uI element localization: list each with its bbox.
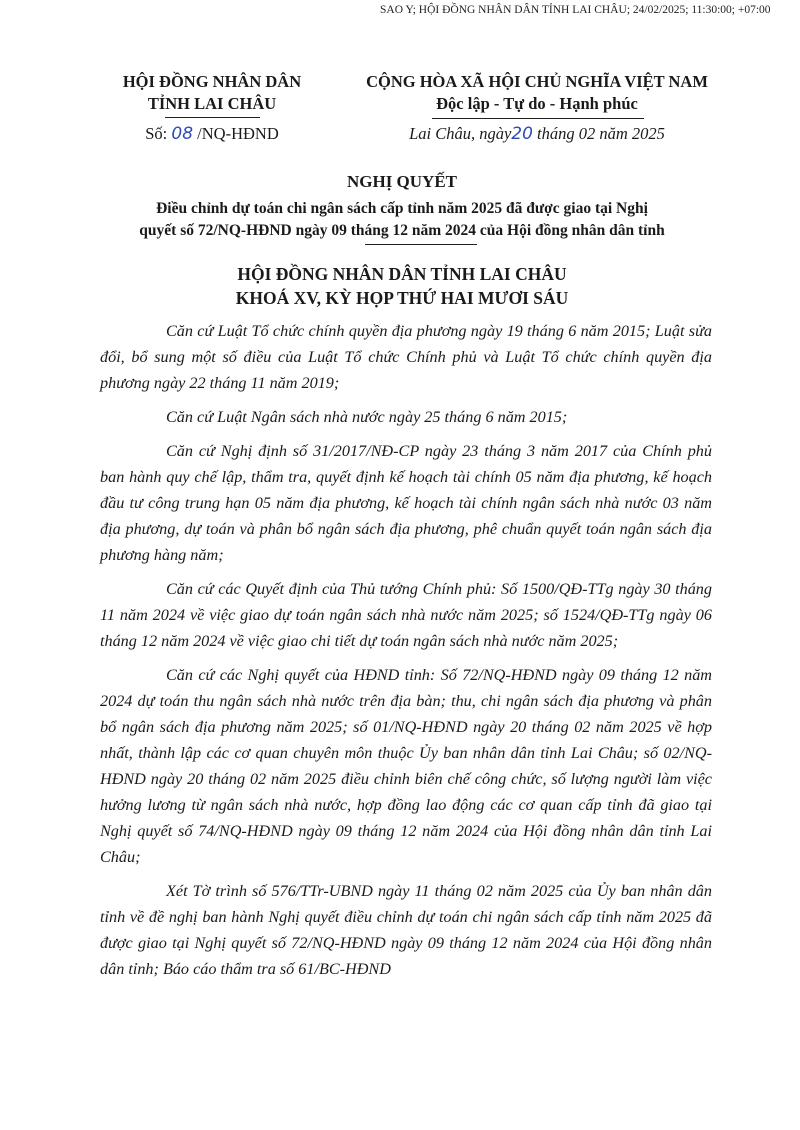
preamble-paragraph-3: Căn cứ Nghị định số 31/2017/NĐ-CP ngày 23 tháng 3 năm 2017 của Chính phủ ban hành quy chế lập, thẩm tra, quyết định kế hoạch tài chính 05 năm địa phương, kế hoạch đầu tư công trung hạn 05 năm địa phương, kế hoạch tài chính ngân sách nhà nước 03 năm địa phương, dự toán và phân bổ ngân sách địa phương, phê chuẩn quyết toán ngân sách địa phương hàng năm; — [100, 442, 712, 564]
national-title: CỘNG HÒA XÃ HỘI CHỦ NGHĨA VIỆT NAM — [366, 72, 708, 91]
date-prefix: Lai Châu, ngày — [409, 124, 512, 143]
subject-line-1: Điều chỉnh dự toán chi ngân sách cấp tỉnh năm 2025 đã được giao tại Nghị — [156, 200, 648, 217]
national-motto: Độc lập - Tự do - Hạnh phúc — [436, 94, 638, 113]
document-subject — [92, 198, 712, 242]
digital-copy-stamp: SAO Y; HỘI ĐỒNG NHÂN DÂN TỈNH LAI CHÂU; 24/02/2025; 11:30:00; +07:00 — [380, 4, 771, 16]
preamble-paragraph-6: Xét Tờ trình số 576/TTr-UBND ngày 11 tháng 02 năm 2025 của Ủy ban nhân dân tỉnh về đề nghị ban hành Nghị quyết điều chỉnh dự toán chi ngân sách cấp tỉnh năm 2025 đã được giao tại Nghị quyết số 72/NQ-HĐND ngày 09 tháng 12 năm 2024 của Hội đồng nhân dân tỉnh; Báo cáo thẩm tra số 61/BC-HĐND — [100, 882, 712, 978]
issuer-name-line1: HỘI ĐỒNG NHÂN DÂN — [122, 72, 302, 91]
issuer-underline — [165, 117, 260, 118]
subject-line-2: quyết số 72/NQ-HĐND ngày 09 tháng 12 năm 2024 của Hội đồng nhân dân tỉnh — [139, 222, 665, 239]
document-number-prefix: Số: — [145, 124, 168, 143]
document-type: NGHỊ QUYẾT — [346, 172, 458, 191]
motto-underline — [432, 118, 644, 119]
issuing-body-line-2: KHOÁ XV, KỲ HỌP THỨ HAI MƯƠI SÁU — [235, 288, 569, 308]
preamble-body — [100, 318, 712, 990]
issuing-body-line-1: HỘI ĐỒNG NHÂN DÂN TỈNH LAI CHÂU — [237, 264, 567, 284]
subject-underline — [365, 244, 477, 245]
issuing-body — [92, 262, 712, 310]
document-number-suffix: /NQ-HĐND — [197, 124, 279, 143]
preamble-paragraph-2: Căn cứ Luật Ngân sách nhà nước ngày 25 tháng 6 năm 2015; — [166, 408, 568, 426]
place-date — [332, 124, 742, 144]
preamble-paragraph-5: Căn cứ các Nghị quyết của HĐND tỉnh: Số 72/NQ-HĐND ngày 09 tháng 12 năm 2024 dự toán thu ngân sách nhà nước trên địa bàn; thu, chi ngân sách địa phương và phân bổ ngân sách địa phương năm 2025; số 01/NQ-HĐND ngày 20 tháng 02 năm 2025 về hợp nhất, thành lập các cơ quan chuyên môn thuộc Ủy ban nhân dân tỉnh Lai Châu; số 02/NQ-HĐND ngày 20 tháng 02 năm 2025 điều chỉnh biên chế công chức, số lượng người làm việc hưởng lương từ ngân sách nhà nước, hợp đồng lao động các cơ quan cấp tỉnh đã giao tại Nghị quyết số 74/NQ-HĐND ngày 09 tháng 12 năm 2024 của Hội đồng nhân dân tỉnh Lai Châu; — [100, 666, 712, 866]
issuer-name-line2: TỈNH LAI CHÂU — [147, 94, 277, 113]
date-day-handwritten: 20 — [511, 124, 533, 144]
preamble-paragraph-1: Căn cứ Luật Tổ chức chính quyền địa phương ngày 19 tháng 6 năm 2015; Luật sửa đổi, bổ sung một số điều của Luật Tổ chức Chính phủ và Luật Tổ chức chính quyền địa phương ngày 22 tháng 11 năm 2019; — [100, 322, 712, 392]
document-number — [92, 124, 332, 144]
date-suffix: tháng 02 năm 2025 — [537, 124, 665, 143]
preamble-paragraph-4: Căn cứ các Quyết định của Thủ tướng Chính phủ: Số 1500/QĐ-TTg ngày 30 tháng 11 năm 2024 về việc giao dự toán ngân sách nhà nước năm 2025; số 1524/QĐ-TTg ngày 06 tháng 12 năm 2024 về việc giao chi tiết dự toán ngân sách nhà nước năm 2025; — [100, 580, 712, 650]
document-number-handwritten: 08 — [171, 124, 194, 144]
